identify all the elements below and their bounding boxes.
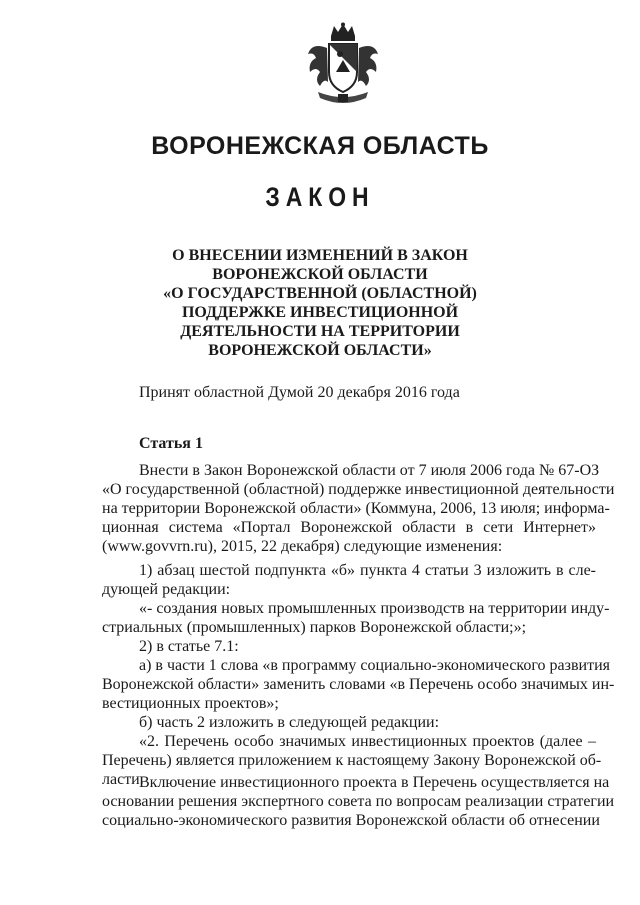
voronezh-coat-of-arms-icon: [300, 22, 386, 108]
text-line: а) в части 1 слова «в программу социально-экономического развития: [139, 657, 610, 674]
article-heading: Статья 1: [139, 435, 203, 452]
law-title-line: «О ГОСУДАРСТВЕННОЙ (ОБЛАСТНОЙ): [163, 285, 477, 302]
law-title-line: ВОРОНЕЖСКОЙ ОБЛАСТИ: [212, 266, 428, 283]
text-line: (www.govvrn.ru), 2015, 22 декабря) следующие изменения:: [102, 538, 503, 555]
law-title: [150, 246, 490, 360]
text-line: «О государственной (областной) поддержке инвестиционной деятельности: [102, 481, 615, 498]
text-line: ционная система «Портал Воронежской области в сети Интернет»: [102, 519, 596, 536]
text-line: «- создания новых промышленных производств на территории инду-: [139, 600, 610, 617]
law-title-line: О ВНЕСЕНИИ ИЗМЕНЕНИЙ В ЗАКОН: [172, 247, 468, 264]
text-line: основании решения экспертного совета по вопросам реализации стратегии: [102, 793, 615, 810]
text-line: 2) в статье 7.1:: [139, 638, 239, 655]
law-title-line: ДЕЯТЕЛЬНОСТИ НА ТЕРРИТОРИИ: [180, 323, 460, 340]
text-line: вестиционных проектов»;: [102, 695, 279, 712]
article-amendments: [102, 561, 615, 789]
text-line: Воронежской области» заменить словами «в Перечень особо значимых ин-: [102, 676, 615, 693]
adoption-date: Принят областной Думой 20 декабря 2016 года: [139, 384, 460, 401]
text-line: социально-экономического развития Воронежской области об отнесении: [102, 812, 600, 829]
law-title-line: ВОРОНЕЖСКОЙ ОБЛАСТИ»: [208, 342, 432, 359]
law-title-line: ПОДДЕРЖКЕ ИНВЕСТИЦИОННОЙ: [181, 304, 459, 321]
text-line: Включение инвестиционного проекта в Перечень осуществляется на: [139, 774, 610, 791]
text-line: б) часть 2 изложить в следующей редакции:: [139, 714, 440, 731]
text-line: «2. Перечень особо значимых инвестиционных проектов (далее –: [139, 733, 596, 750]
text-line: стриальных (промышленных) парков Воронежской области;»;: [102, 619, 527, 636]
text-line: Перечень) является приложением к настоящему Закону Воронежской об-: [102, 752, 602, 769]
text-line: ласти.: [102, 771, 144, 788]
text-line: дующей редакции:: [102, 581, 231, 598]
article-intro: [102, 461, 615, 556]
document-type: ЗАКОН: [265, 182, 375, 212]
article-continuation: [102, 773, 615, 830]
text-line: Внести в Закон Воронежской области от 7 июля 2006 года № 67-ОЗ: [139, 462, 600, 479]
region-title: ВОРОНЕЖСКАЯ ОБЛАСТЬ: [151, 132, 489, 160]
text-line: на территории Воронежской области» (Коммуна, 2006, 13 июля; информа-: [102, 500, 610, 517]
text-line: 1) абзац шестой подпункта «б» пункта 4 статьи 3 изложить в сле-: [139, 562, 596, 579]
